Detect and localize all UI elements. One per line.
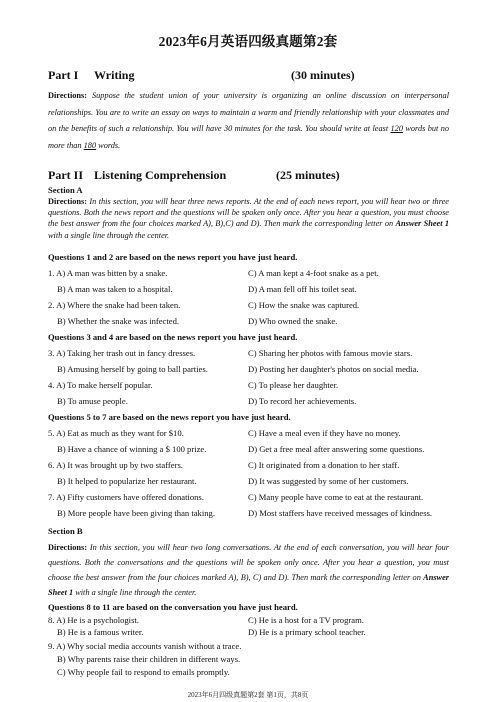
question-row <box>48 641 468 653</box>
part2-time: (25 minutes) <box>276 168 340 182</box>
section-a-directions-end: with a single line through the center. <box>48 230 170 240</box>
question-row <box>48 627 468 639</box>
choice-right: C) A man kept a 4-foot snake as a pet. <box>248 268 379 278</box>
part1-directions-mid: words but no more than <box>48 124 449 150</box>
choice-left: C) Why people fail to respond to emails promptly. <box>57 667 230 677</box>
word-min: 120 <box>390 124 403 134</box>
answer-sheet-ref-a: Answer Sheet 1 <box>395 219 449 229</box>
question-row <box>48 300 468 312</box>
choice-right: C) Many people have come to eat at the restaurant. <box>248 492 424 502</box>
choice-left: B) He is a famous writer. <box>57 627 144 637</box>
choice-right: C) Sharing her photos with famous movie stars. <box>248 348 413 358</box>
question-row <box>48 284 468 296</box>
part1-number: Part I <box>48 68 79 82</box>
question-row <box>48 492 468 504</box>
section-a-heading: Section A <box>48 185 83 195</box>
question-row <box>48 667 468 679</box>
choice-left: 9. A) Why social media accounts vanish without a trace. <box>48 641 242 651</box>
question-row <box>48 316 468 328</box>
choice-right: D) It was suggested by some of her customers. <box>248 476 409 486</box>
choice-left: 3. A) Taking her trash out in fancy dresses. <box>48 348 196 358</box>
choice-right: C) It originated from a donation to her staff. <box>248 460 400 470</box>
part2-number: Part II <box>48 168 83 182</box>
question-row <box>48 444 468 456</box>
page-footer: 2023年6月四级真题第2套 第1页，共8页 <box>187 691 309 699</box>
choice-left: B) A man was taken to a hospital. <box>57 284 173 294</box>
question-row <box>48 396 468 408</box>
section-b-directions <box>48 540 449 600</box>
page-title: 2023年6月英语四级真题第2套 <box>158 34 338 49</box>
question-row <box>48 380 468 392</box>
part1-directions-end: words. <box>96 140 121 150</box>
part1-directions <box>48 88 449 154</box>
section-b-directions-lead: Directions: <box>48 543 88 552</box>
choice-right: C) He is a host for a TV program. <box>248 615 364 625</box>
choice-left: B) It helped to popularize her restaurant. <box>57 476 197 486</box>
choice-left: 7. A) Fifty customers have offered donations. <box>48 492 204 502</box>
section-b-directions-text: In this section, you will hear two long conversations. At the end of each conversation, you will hear four questions. Both the conversations and the questions will be spoken only once. After you hear a question, you must choose the best answer from the four choices marked A), B), C) and D). Then mark the corresponding letter on <box>48 543 449 582</box>
choice-left: 1. A) A man was bitten by a snake. <box>48 268 168 278</box>
choice-right: D) Who owned the snake. <box>248 316 338 326</box>
part1-name: Writing <box>94 68 135 82</box>
choice-right: D) A man fell off his toilet seat. <box>248 284 357 294</box>
answer-sheet-ref-b: Answer Sheet 1 <box>48 573 449 597</box>
section-a-directions <box>48 196 449 241</box>
questions-1-2-heading: Questions 1 and 2 are based on the news report you have just heard. <box>48 252 298 262</box>
part1-directions-text: Suppose the student union of your university is organizing an online discussion on interpersonal relationships. You are to write an essay on ways to maintain a warm and friendly relationship with your classmates and on the benefits of such a relationship. You will have 30 minutes for the task. You should write at least <box>48 91 449 134</box>
word-max: 180 <box>83 140 97 150</box>
choice-left: 2. A) Where the snake had been taken. <box>48 300 181 310</box>
choice-right: C) How the snake was captured. <box>248 300 360 310</box>
choice-left: 6. A) It was brought up by two staffers. <box>48 460 183 470</box>
question-row <box>48 615 468 627</box>
question-row <box>48 348 468 360</box>
choice-right: C) Have a meal even if they have no money. <box>248 428 401 438</box>
choice-left: B) Why parents raise their children in different ways. <box>57 654 241 664</box>
question-row <box>48 364 468 376</box>
part1-time: (30 minutes) <box>291 68 355 82</box>
choice-right: D) To record her achievements. <box>248 396 357 406</box>
choice-left: 4. A) To make herself popular. <box>48 380 153 390</box>
choice-right: D) Get a free meal after answering some questions. <box>248 444 425 454</box>
questions-8-11-heading: Questions 8 to 11 are based on the conversation you have just heard. <box>48 602 298 612</box>
section-a-directions-lead: Directions: <box>48 197 88 206</box>
question-row <box>48 428 468 440</box>
choice-left: 8. A) He is a psychologist. <box>48 615 139 625</box>
questions-5-7-heading: Questions 5 to 7 are based on the news report you have just heard. <box>48 412 291 422</box>
question-row <box>48 476 468 488</box>
choice-left: B) More people have been giving than taking. <box>57 508 215 518</box>
questions-3-4-heading: Questions 3 and 4 are based on the news report you have just heard. <box>48 332 298 342</box>
question-row <box>48 460 468 472</box>
question-row <box>48 268 468 280</box>
choice-left: 5. A) Eat as much as they want for $10. <box>48 428 184 438</box>
question-row <box>48 654 468 666</box>
section-a-directions-text: In this section, you will hear three news reports. At the end of each news report, you will hear two or three questions. Both the news report and the questions will be spoken only once. After you hear a question, you must choose the best answer from the four choices marked A), B),C) and D). Then mark the corresponding letter on <box>48 197 449 229</box>
section-b-heading: Section B <box>48 526 83 536</box>
choice-right: C) To please her daughter. <box>248 380 339 390</box>
part1-directions-lead: Directions: <box>48 91 88 100</box>
choice-right: D) He is a primary school teacher. <box>248 627 366 637</box>
choice-left: B) Have a chance of winning a $ 100 prize. <box>57 444 207 454</box>
choice-left: B) Whether the snake was infected. <box>57 316 180 326</box>
question-row <box>48 508 468 520</box>
part2-name: Listening Comprehension <box>94 168 227 182</box>
choice-right: D) Most staffers have received messages of kindness. <box>248 508 433 518</box>
choice-left: B) To amuse people. <box>57 396 128 406</box>
part2-heading <box>48 168 340 183</box>
section-b-directions-end: with a single line through the center. <box>73 588 197 597</box>
choice-right: D) Posting her daughter's photos on social media. <box>248 364 419 374</box>
part1-heading <box>48 68 355 83</box>
choice-left: B) Amusing herself by going to ball parties. <box>57 364 208 374</box>
